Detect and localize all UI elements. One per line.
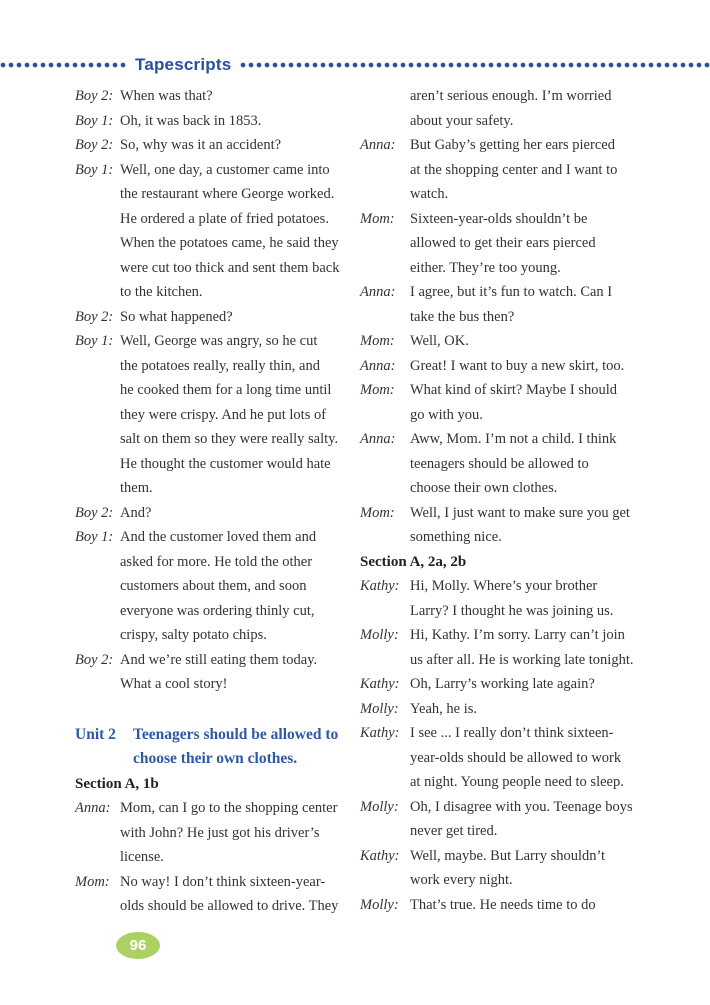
dialogue-line: And? [120, 504, 152, 521]
speaker-label: Kathy: [360, 676, 400, 692]
speaker-label: Boy 2: [75, 504, 114, 521]
speaker-label: Molly: [360, 896, 399, 913]
dialogue-entry [75, 109, 360, 134]
dialogue-entry [360, 893, 660, 918]
dialogue-line: Hi, Kathy. I’m sorry. Larry can’t join [410, 627, 625, 643]
dialogue-entry [360, 427, 660, 501]
dialogue-line: the restaurant where George worked. [120, 186, 335, 202]
dialogue-lines [410, 721, 660, 795]
dialogue-line: I see ... I really don’t think sixteen- [410, 725, 614, 741]
dialogue-line: Well, one day, a customer came into [120, 161, 330, 178]
dialogue-line: he cooked them for a long time until [120, 382, 332, 398]
dialogue-lines [120, 870, 360, 919]
dialogue-line: them. [120, 480, 153, 496]
dialogue-line: to the kitchen. [120, 284, 203, 300]
dialogue-line: at night. Young people need to sleep. [410, 774, 624, 790]
dialogue-entry [360, 844, 660, 893]
dialogue-line: choose their own clothes. [410, 480, 558, 496]
speaker-label: Anna: [360, 431, 396, 447]
tapescript-body [75, 84, 660, 919]
dialogue-entry [75, 525, 360, 648]
dialogue-entry [360, 280, 660, 329]
dialogue-line: take the bus then? [410, 308, 515, 325]
dialogue-lines [410, 672, 660, 697]
dialogue-line: So, why was it an accident? [120, 137, 282, 153]
speaker-label: Boy 2: [75, 88, 114, 104]
dialogue-line: something nice. [410, 529, 502, 545]
dialogue-lines [120, 158, 360, 305]
dialogue-lines [120, 796, 360, 870]
dialogue-lines [120, 501, 360, 526]
speaker-label: Mom: [75, 873, 110, 890]
dialogue-line: watch. [410, 186, 449, 202]
dialogue-line: Oh, it was back in 1853. [120, 112, 262, 129]
dialogue-entry [360, 378, 660, 427]
dialogue-line: What a cool story! [120, 676, 228, 692]
dialogue-entry [75, 870, 360, 919]
dialogue-line: No way! I don’t think sixteen-year- [120, 873, 326, 890]
dialogue-line: Sixteen-year-olds shouldn’t be [410, 210, 588, 227]
dialogue-line: He thought the customer would hate [120, 455, 331, 472]
dialogue-lines [120, 525, 360, 648]
dialogue-line: Mom, can I go to the shopping center [120, 800, 338, 816]
unit-label: Unit 2 [75, 725, 116, 743]
dialogue-line: teenagers should be allowed to [410, 455, 589, 472]
dialogue-lines [410, 329, 660, 354]
dialogue-line: But Gaby’s getting her ears pierced [410, 137, 615, 153]
left-column [75, 84, 360, 919]
dialogue-line: And the customer loved them and [120, 529, 317, 545]
unit-title [133, 723, 360, 772]
dialogue-lines [120, 133, 360, 158]
speaker-label: Kathy: [360, 578, 400, 594]
dialogue-line: So what happened? [120, 308, 233, 325]
speaker-label: Boy 1: [75, 333, 114, 349]
unit-heading [75, 723, 360, 772]
speaker-label: Boy 2: [75, 137, 114, 153]
speaker-label: Anna: [75, 800, 111, 816]
continuation-entry [360, 84, 660, 133]
dialogue-lines [410, 623, 660, 672]
dialogue-lines [410, 207, 660, 281]
dotted-rule-right [240, 62, 710, 68]
speaker-label: Mom: [360, 333, 395, 349]
dialogue-line: allowed to get their ears pierced [410, 235, 596, 251]
dialogue-line: Hi, Molly. Where’s your brother [410, 578, 598, 594]
dialogue-line: were cut too thick and sent them back [120, 259, 340, 276]
dialogue-entry [75, 501, 360, 526]
dialogue-line: go with you. [410, 406, 483, 423]
dialogue-entry [360, 721, 660, 795]
dialogue-lines [410, 697, 660, 722]
dialogue-line: everyone was ordering thinly cut, [120, 602, 315, 619]
dialogue-line: What kind of skirt? Maybe I should [410, 382, 617, 398]
right-column [360, 84, 660, 919]
dialogue-entry [360, 795, 660, 844]
dialogue-entry [360, 329, 660, 354]
dialogue-line: about your safety. [410, 112, 514, 129]
dialogue-entry [75, 133, 360, 158]
dialogue-lines [410, 84, 660, 133]
dialogue-lines [120, 109, 360, 134]
dialogue-line: work every night. [410, 872, 513, 888]
section-heading: Section A, 2a, 2b [360, 553, 467, 570]
dialogue-entry [75, 329, 360, 501]
dialogue-entry [360, 354, 660, 379]
dialogue-entry [75, 305, 360, 330]
dialogue-line: never get tired. [410, 823, 498, 839]
dialogue-entry [360, 574, 660, 623]
dialogue-line: I agree, but it’s fun to watch. Can I [410, 284, 613, 300]
speaker-label: Kathy: [360, 847, 400, 864]
dialogue-lines [410, 133, 660, 207]
dialogue-entry [360, 501, 660, 550]
dialogue-entry [75, 796, 360, 870]
speaker-label: Boy 2: [75, 308, 114, 325]
dialogue-line: with John? He just got his driver’s [120, 824, 320, 841]
dialogue-line: aren’t serious enough. I’m worried [410, 88, 612, 104]
dialogue-line: Well, maybe. But Larry shouldn’t [410, 847, 606, 864]
dialogue-line: Oh, Larry’s working late again? [410, 676, 595, 692]
speaker-label: Molly: [360, 700, 399, 717]
speaker-label: Boy 1: [75, 112, 114, 129]
speaker-label: Mom: [360, 504, 395, 521]
dialogue-line: And we’re still eating them today. [120, 651, 318, 668]
dialogue-lines [120, 84, 360, 109]
dialogue-line: Oh, I disagree with you. Teenage boys [410, 798, 633, 815]
dialogue-line: either. They’re too young. [410, 259, 561, 276]
page-header [0, 54, 710, 76]
dialogue-lines [410, 280, 660, 329]
dialogue-lines [410, 893, 660, 918]
dialogue-line: Great! I want to buy a new skirt, too. [410, 357, 625, 374]
dialogue-lines [410, 574, 660, 623]
dialogue-line: When was that? [120, 88, 213, 104]
speaker-label: Anna: [360, 284, 396, 300]
dialogue-lines [120, 648, 360, 697]
page-number-badge: 96 [116, 932, 160, 959]
dialogue-line: Well, George was angry, so he cut [120, 333, 318, 349]
speaker-label: Molly: [360, 627, 399, 643]
dialogue-line: asked for more. He told the other [120, 553, 313, 570]
dialogue-line: crispy, salty potato chips. [120, 627, 267, 643]
dialogue-entry [360, 133, 660, 207]
speaker-label: Mom: [360, 382, 395, 398]
speaker-label: Molly: [360, 798, 399, 815]
dialogue-lines [410, 501, 660, 550]
speaker-label: Kathy: [360, 725, 400, 741]
speaker-label [360, 84, 410, 133]
dialogue-lines [410, 378, 660, 427]
dialogue-line: Well, OK. [410, 333, 469, 349]
dialogue-entry [360, 207, 660, 281]
page-title: Tapescripts [135, 55, 232, 74]
dialogue-line: When the potatoes came, he said they [120, 235, 339, 251]
speaker-label: Boy 1: [75, 161, 114, 178]
speaker-label: Boy 2: [75, 651, 114, 668]
speaker-label: Mom: [360, 210, 395, 227]
unit-title-line: Teenagers should be allowed to [133, 725, 339, 743]
dialogue-entry [75, 84, 360, 109]
dialogue-line: year-olds should be allowed to work [410, 749, 622, 766]
dialogue-entry [360, 623, 660, 672]
section-heading: Section A, 1b [75, 775, 159, 792]
dialogue-entry [75, 648, 360, 697]
speaker-label: Anna: [360, 357, 396, 374]
dialogue-line: at the shopping center and I want to [410, 161, 618, 178]
dialogue-line: salt on them so they were really salty. [120, 431, 339, 447]
dialogue-line: Larry? I thought he was joining us. [410, 602, 614, 619]
dialogue-line: Yeah, he is. [410, 700, 477, 717]
dialogue-line: customers about them, and soon [120, 578, 307, 594]
dialogue-lines [120, 329, 360, 501]
dialogue-line: Well, I just want to make sure you get [410, 504, 630, 521]
dialogue-line: us after all. He is working late tonight. [410, 651, 634, 668]
dialogue-line: olds should be allowed to drive. They [120, 898, 339, 914]
dialogue-line: license. [120, 849, 164, 865]
dialogue-lines [410, 354, 660, 379]
dialogue-lines [410, 427, 660, 501]
dialogue-lines [410, 844, 660, 893]
dialogue-line: He ordered a plate of fried potatoes. [120, 210, 329, 227]
dialogue-entry [360, 672, 660, 697]
dialogue-entry [360, 697, 660, 722]
unit-title-line: choose their own clothes. [133, 750, 298, 767]
dialogue-lines [120, 305, 360, 330]
speaker-label: Boy 1: [75, 529, 114, 545]
speaker-label: Anna: [360, 137, 396, 153]
dotted-rule-left [0, 62, 126, 68]
dialogue-lines [410, 795, 660, 844]
dialogue-line: they were crispy. And he put lots of [120, 406, 327, 423]
dialogue-line: Aww, Mom. I’m not a child. I think [410, 431, 617, 447]
dialogue-line: That’s true. He needs time to do [410, 896, 596, 913]
dialogue-line: the potatoes really, really thin, and [120, 357, 320, 374]
dialogue-entry [75, 158, 360, 305]
